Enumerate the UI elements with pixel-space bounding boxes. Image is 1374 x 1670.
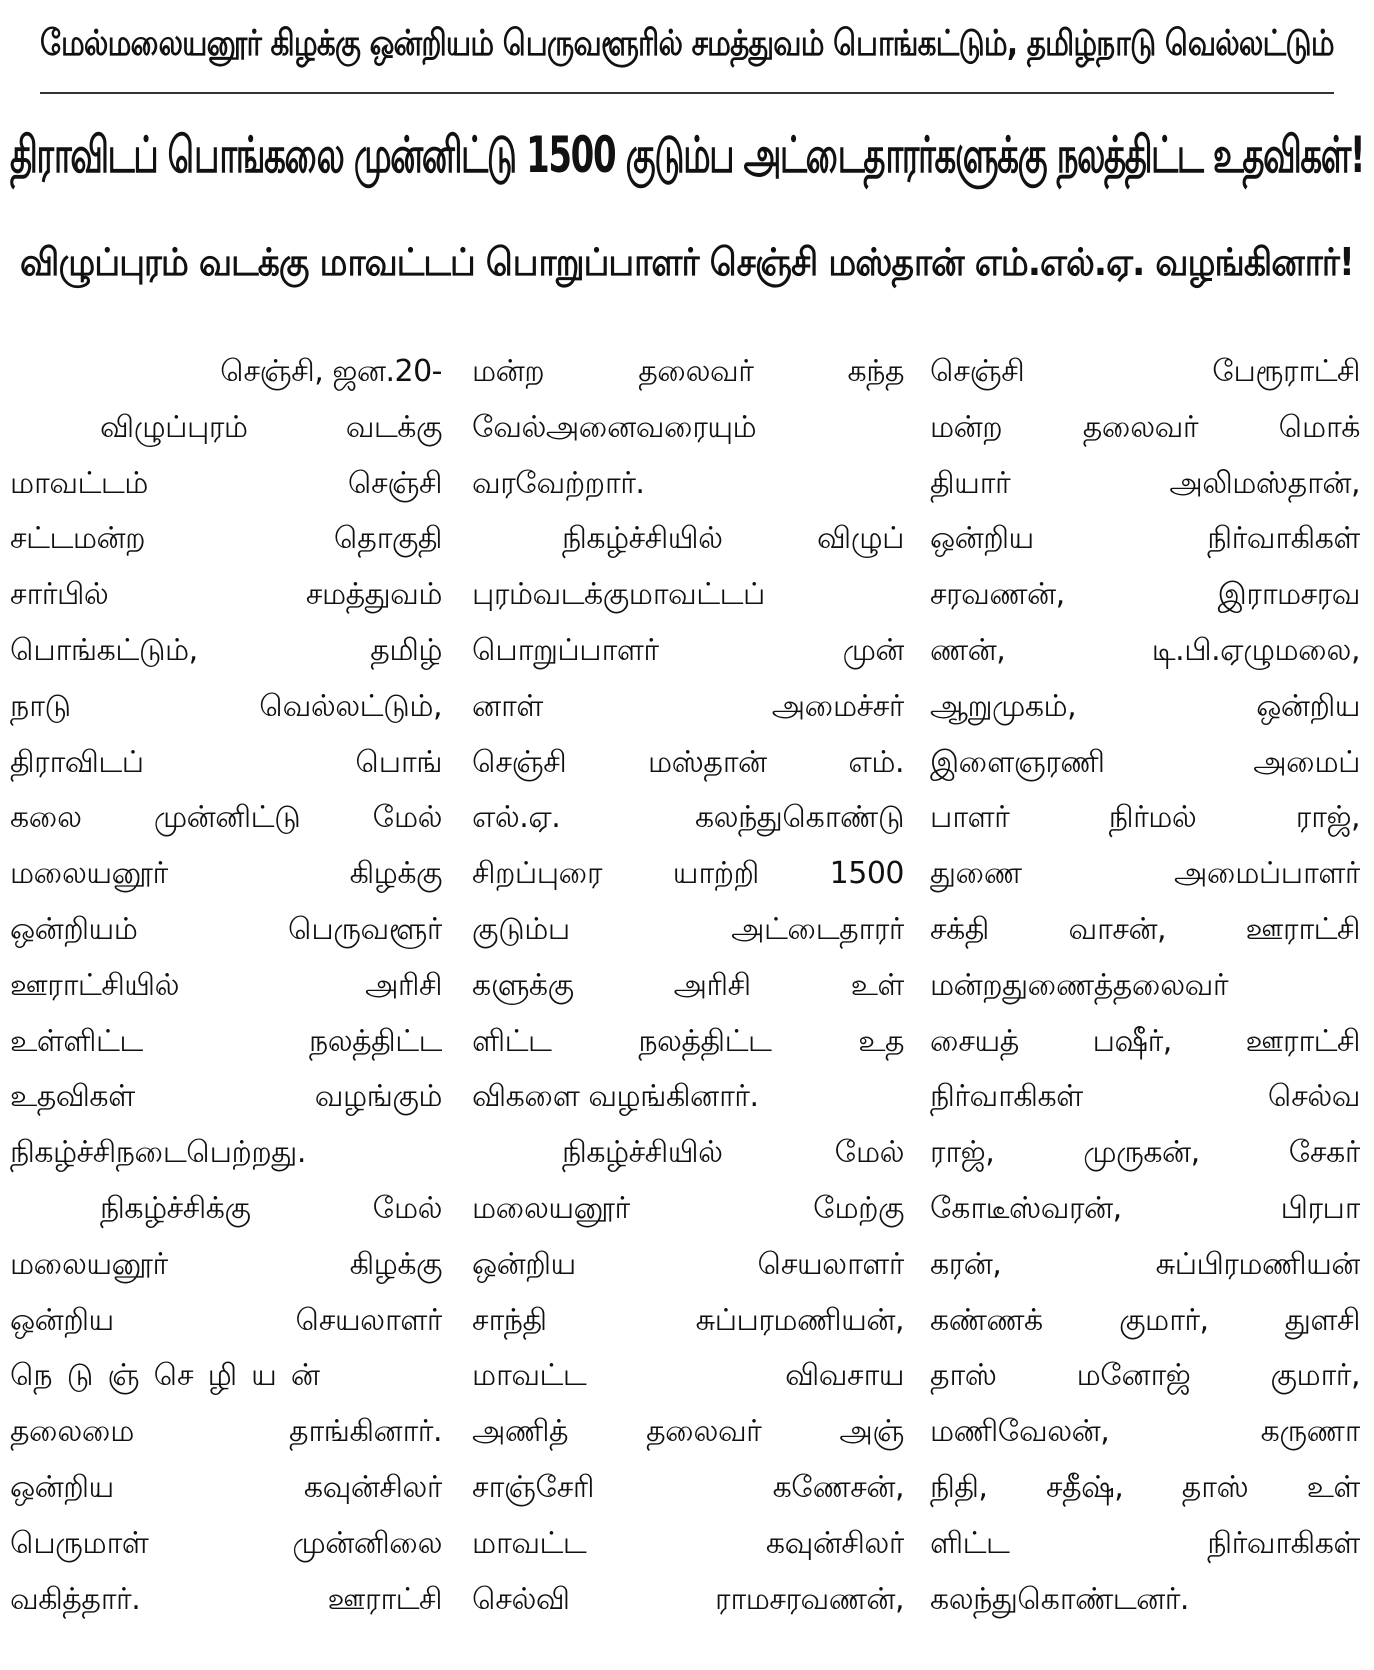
body-line: ஊராட்சியில் அரிசி: [10, 967, 442, 1003]
body-line: சையத் பஷீர், ஊராட்சி: [930, 1023, 1360, 1059]
body-line: மலையனூர் மேற்கு: [472, 1190, 904, 1226]
body-line: ணன், டி.பி.ஏழுமலை,: [930, 632, 1360, 668]
body-line: பெருமாள் முன்னிலை: [10, 1525, 442, 1561]
body-line: நாடு வெல்லட்டும்,: [10, 688, 442, 724]
body-line: தலைமை தாங்கினார்.: [10, 1414, 442, 1450]
body-line: பொறுப்பாளர் முன்: [472, 632, 904, 668]
article-column-3: [930, 344, 1360, 1664]
body-line: உள்ளிட்ட நலத்திட்ட: [10, 1023, 442, 1059]
article-column-1: [10, 344, 442, 1664]
body-line: மன்ற தலைவர் கந்த: [472, 354, 904, 389]
body-line: மணிவேலன், கருணா: [930, 1414, 1360, 1450]
body-line: கரன், சுப்பிரமணியன்: [930, 1246, 1360, 1282]
body-line: ராஜ், முருகன், சேகர்: [930, 1135, 1360, 1171]
body-line: சக்தி வாசன், ஊராட்சி: [930, 911, 1360, 947]
body-line: கலந்துகொண்டனர்.: [930, 1581, 1189, 1617]
body-line: மலையனூர் கிழக்கு: [10, 856, 442, 892]
body-line: சாஞ்சேரி கணேசன்,: [472, 1469, 904, 1505]
body-line: நிகழ்ச்சிக்கு மேல்: [100, 1190, 442, 1226]
subheadline: விழுப்புரம் வடக்கு மாவட்டப் பொறுப்பாளர் செஞ்சி மஸ்தான் எம்.எல்.ஏ. வழங்கினார்!: [20, 240, 1354, 284]
body-line: திராவிடப் பொங்: [10, 744, 442, 780]
body-line: பொங்கட்டும், தமிழ்: [10, 632, 442, 668]
article-column-2: [472, 344, 904, 1664]
body-line: மன்ற தலைவர் மொக்: [930, 409, 1360, 445]
body-line: ஒன்றிய நிர்வாகிகள்: [930, 521, 1360, 557]
kicker-line: மேல்மலையனூர் கிழக்கு ஒன்றியம் பெருவளூரில் சமத்துவம் பொங்கட்டும், தமிழ்நாடு வெல்லட்டும்: [40, 23, 1334, 64]
body-line: மாவட்ட கவுன்சிலர்: [472, 1525, 904, 1561]
body-line: சட்டமன்ற தொகுதி: [10, 521, 442, 557]
body-line: னாள் அமைச்சர்: [472, 688, 904, 724]
body-line: வரவேற்றார்.: [472, 465, 645, 501]
body-line: ஒன்றிய செயலாளர்: [472, 1246, 904, 1282]
dateline: செஞ்சி, ஜன.20-: [220, 354, 442, 389]
body-line: ஆறுமுகம், ஒன்றிய: [930, 688, 1360, 724]
body-line: விகளை வழங்கினார்.: [472, 1079, 759, 1115]
body-line: மலையனூர் கிழக்கு: [10, 1246, 442, 1282]
body-line: அணித் தலைவர் அஞ்: [472, 1414, 904, 1450]
body-line: சார்பில் சமத்துவம்: [10, 577, 442, 613]
body-line: குடும்ப அட்டைதாரர்: [472, 911, 904, 947]
body-line: இளைஞரணி அமைப்: [930, 744, 1360, 780]
body-line: உதவிகள் வழங்கும்: [10, 1079, 442, 1115]
body-line: நிர்வாகிகள் செல்வ: [930, 1079, 1360, 1115]
body-line: ஒன்றியம் பெருவளூர்: [10, 911, 442, 947]
body-line: ஒன்றிய செயலாளர்: [10, 1302, 442, 1338]
body-line: நிகழ்ச்சியில் விழுப்: [562, 521, 904, 557]
body-line: கலை முன்னிட்டு மேல்: [10, 800, 442, 836]
body-line: நிகழ்ச்சியில் மேல்: [562, 1135, 904, 1171]
headline: திராவிடப் பொங்கலை முன்னிட்டு 1500 குடும்ப அட்டைதாரர்களுக்கு நலத்திட்ட உதவிகள்!: [10, 126, 1365, 184]
kicker-divider: [40, 92, 1334, 94]
body-line: தியார் அலிமஸ்தான்,: [930, 465, 1360, 501]
body-line: மாவட்டம் செஞ்சி: [10, 465, 442, 501]
body-line: கோடீஸ்வரன், பிரபா: [930, 1190, 1360, 1226]
body-line: செஞ்சி பேரூராட்சி: [930, 354, 1360, 389]
body-line: நிதி, சதீஷ், தாஸ் உள்: [930, 1469, 1360, 1505]
body-line: பாளர் நிர்மல் ராஜ்,: [930, 800, 1360, 836]
body-line: சரவணன், இராமசரவ: [930, 577, 1360, 613]
body-line: செல்வி ராமசரவணன்,: [472, 1581, 904, 1617]
body-line: எல்.ஏ. கலந்துகொண்டு: [472, 800, 904, 836]
body-line: புரம்வடக்குமாவட்டப்: [472, 577, 765, 613]
body-line: வேல்அனைவரையும்: [472, 409, 757, 445]
body-line: மன்றதுணைத்தலைவர்: [930, 967, 1228, 1003]
body-line: ஒன்றிய கவுன்சிலர்: [10, 1469, 442, 1505]
body-line: துணை அமைப்பாளர்: [930, 856, 1360, 892]
body-line: தாஸ் மனோஜ் குமார்,: [930, 1358, 1360, 1394]
body-line: ளிட்ட நிர்வாகிகள்: [930, 1525, 1360, 1561]
body-line: மாவட்ட விவசாய: [472, 1358, 904, 1394]
article-body: [0, 344, 1374, 1664]
body-line: விழுப்புரம் வடக்கு: [100, 409, 442, 445]
body-line: நெடுஞ்செழியன்: [10, 1358, 334, 1394]
body-line: நிகழ்ச்சிநடைபெற்றது.: [10, 1135, 306, 1171]
body-line: ளிட்ட நலத்திட்ட உத: [472, 1023, 904, 1059]
body-line: சாந்தி சுப்பரமணியன்,: [472, 1302, 904, 1338]
body-line: களுக்கு அரிசி உள்: [472, 967, 904, 1003]
body-line: சிறப்புரை யாற்றி 1500: [472, 856, 904, 892]
body-line: செஞ்சி மஸ்தான் எம்.: [472, 744, 904, 780]
body-line: கண்ணக் குமார், துளசி: [930, 1302, 1360, 1338]
body-line: வகித்தார். ஊராட்சி: [10, 1581, 442, 1617]
